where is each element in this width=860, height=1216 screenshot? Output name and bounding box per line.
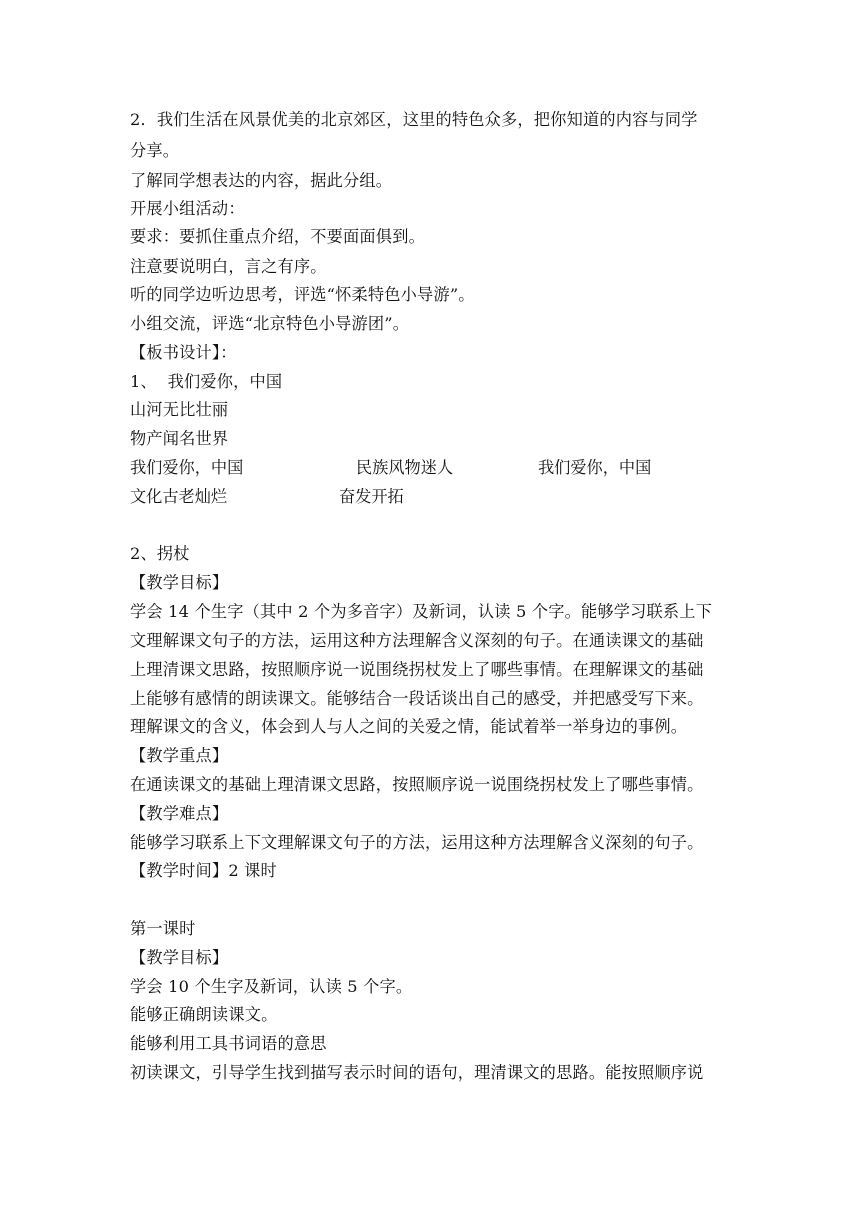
paragraph-line: 能够学习联系上下文理解课文句子的方法，运用这种方法理解含义深刻的句子。 [130,833,704,852]
board-design-title: 1、 我们爱你，中国 [130,372,283,391]
paragraph-line: 听的同学边听边思考，评选“怀柔特色小导游”。 [130,285,475,304]
paragraph-line: 能够利用工具书词语的意思 [130,1034,327,1053]
paragraph-line: 理解课文的含义，体会到人与人之间的关爱之情，能试着举一举身边的事例。 [130,717,688,736]
board-cell: 民族风物迷人 [356,458,454,477]
paragraph-line: 能够正确朗读课文。 [130,1005,278,1024]
board-cell: 文化古老灿烂 [130,487,228,506]
paragraph-line: 学会 14 个生字（其中 2 个为多音字）及新词，认读 5 个字。能够学习联系上下 [130,602,713,621]
paragraph-line: 了解同学想表达的内容，据此分组。 [130,171,393,190]
paragraph-line: 在通读课文的基础上理清课文思路，按照顺序说一说围绕拐杖发上了哪些事情。 [130,775,704,794]
paragraph-line: 初读课文，引导学生找到描写表示时间的语句，理清课文的思路。能按照顺序说 [130,1063,704,1082]
lesson-title: 2、拐杖 [130,544,190,563]
paragraph-line: 文理解课文句子的方法，运用这种方法理解含义深刻的句子。在通读课文的基础 [130,631,704,650]
section-heading: 【教学难点】 [130,804,229,823]
period-title: 第一课时 [130,919,196,938]
board-cell: 我们爱你，中国 [130,458,244,477]
paragraph-line: 2．我们生活在风景优美的北京郊区，这里的特色众多，把你知道的内容与同学 [130,110,698,129]
paragraph-line: 小组交流，评选“北京特色小导游团”。 [130,314,410,333]
board-design-heading: 【板书设计】： [130,343,237,362]
paragraph-line: 要求：要抓住重点介绍，不要面面俱到。 [130,227,425,246]
section-heading: 【教学重点】 [130,746,229,765]
section-heading: 【教学时间】 [130,861,229,880]
board-design-line: 物产闻名世界 [130,429,229,448]
paragraph-line: 注意要说明白，言之有序。 [130,257,327,276]
board-cell: 奋发开拓 [339,487,404,506]
teaching-time-value: 2 课时 [228,861,277,880]
paragraph-line: 上能够有感情的朗读课文。能够结合一段话谈出自己的感受，并把感受写下来。 [130,689,704,708]
paragraph-line: 分享。 [130,141,180,160]
paragraph-line: 开展小组活动： [130,199,245,218]
section-heading: 【教学目标】 [130,573,229,592]
section-heading: 【教学目标】 [130,948,229,967]
paragraph-line: 学会 10 个生字及新词，认读 5 个字。 [130,977,413,996]
paragraph-line: 上理清课文思路，按照顺序说一说围绕拐杖发上了哪些事情。在理解课文的基础 [130,660,704,679]
board-design-line: 山河无比壮丽 [130,400,229,419]
teaching-time [130,860,277,882]
board-cell: 我们爱你，中国 [538,458,652,477]
